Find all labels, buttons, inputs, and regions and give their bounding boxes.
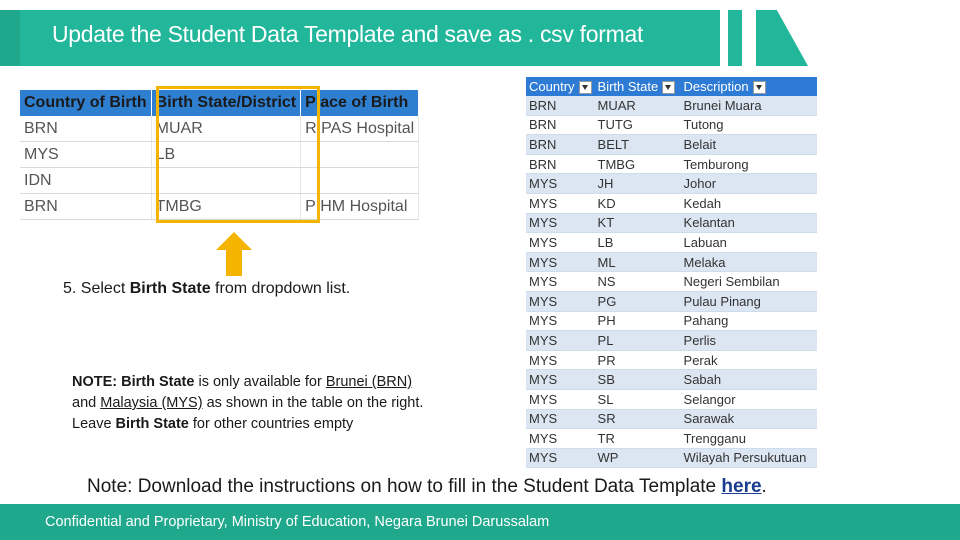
cell-country[interactable]: BRN	[526, 115, 595, 135]
title-bar	[0, 10, 720, 66]
table-row	[526, 389, 817, 409]
cell-birth-state[interactable]: ML	[595, 252, 681, 272]
cell-country[interactable]: IDN	[20, 168, 151, 194]
table-row	[526, 370, 817, 390]
cell-description[interactable]: Kedah	[681, 193, 817, 213]
filter-dropdown-icon[interactable]	[753, 81, 766, 94]
cell-description[interactable]: Tutong	[681, 115, 817, 135]
cell-birth-state[interactable]: MUAR	[595, 96, 681, 115]
lookup-header-row	[526, 77, 817, 96]
birth-state-note: NOTE: Birth State is only available for Brunei (BRN) and Malaysia (MYS) as shown in the table on the right. Leave Birth State for other countries empty	[72, 374, 424, 432]
table-row	[526, 233, 817, 253]
table-row	[526, 252, 817, 272]
table-row	[526, 429, 817, 449]
step-instruction: 5. Select Birth State from dropdown list.	[63, 280, 351, 297]
cell-country[interactable]: MYS	[526, 174, 595, 194]
table-row	[526, 311, 817, 331]
cell-description[interactable]: Pulau Pinang	[681, 291, 817, 311]
table-row	[526, 331, 817, 351]
cell-description[interactable]: Trengganu	[681, 429, 817, 449]
download-instructions-link[interactable]: here	[721, 476, 762, 497]
cell-description[interactable]: Pahang	[681, 311, 817, 331]
cell-birth-state[interactable]: PL	[595, 331, 681, 351]
lookup-body	[526, 96, 817, 468]
table-row	[526, 174, 817, 194]
header-country-of-birth: Country of Birth	[20, 90, 151, 116]
birth-state-lookup-table	[526, 77, 817, 468]
cell-country[interactable]: BRN	[526, 135, 595, 155]
filter-dropdown-icon[interactable]	[662, 81, 675, 94]
header-birth-state[interactable]: Birth State	[595, 77, 681, 96]
table-row	[526, 96, 817, 115]
table-row	[526, 272, 817, 292]
cell-birth-state[interactable]: SB	[595, 370, 681, 390]
cell-description[interactable]: Kelantan	[681, 213, 817, 233]
cell-country[interactable]: BRN	[20, 116, 151, 142]
footer-bar	[0, 504, 960, 540]
cell-description[interactable]: Sarawak	[681, 409, 817, 429]
cell-country[interactable]: MYS	[526, 429, 595, 449]
birth-state-highlight	[156, 86, 320, 223]
cell-country[interactable]: MYS	[526, 389, 595, 409]
cell-country[interactable]: MYS	[526, 193, 595, 213]
header-description[interactable]: Description	[681, 77, 817, 96]
cell-description[interactable]: Belait	[681, 135, 817, 155]
table-row	[526, 154, 817, 174]
cell-description[interactable]: Negeri Sembilan	[681, 272, 817, 292]
cell-birth-state[interactable]: PR	[595, 350, 681, 370]
cell-description[interactable]: Perlis	[681, 331, 817, 351]
cell-country[interactable]: MYS	[526, 448, 595, 468]
cell-birth-state[interactable]: LB	[151, 142, 300, 168]
cell-birth-state[interactable]: KD	[595, 193, 681, 213]
cell-description[interactable]: Temburong	[681, 154, 817, 174]
cell-country[interactable]: MYS	[20, 142, 151, 168]
cell-birth-state[interactable]: TR	[595, 429, 681, 449]
cell-birth-state[interactable]: TMBG	[151, 194, 300, 220]
table-row	[526, 448, 817, 468]
slide-title: Update the Student Data Template and save as . csv format	[52, 21, 644, 47]
table-row	[526, 350, 817, 370]
footer-text: Confidential and Proprietary, Ministry of Education, Negara Brunei Darussalam	[45, 514, 550, 530]
cell-country[interactable]: MYS	[526, 409, 595, 429]
cell-country[interactable]: MYS	[526, 233, 595, 253]
table-row	[526, 291, 817, 311]
cell-birth-state[interactable]: SL	[595, 389, 681, 409]
cell-country[interactable]: BRN	[526, 96, 595, 115]
cell-country[interactable]: MYS	[526, 350, 595, 370]
cell-description[interactable]: Perak	[681, 350, 817, 370]
cell-birth-state[interactable]: KT	[595, 213, 681, 233]
cell-birth-state[interactable]: BELT	[595, 135, 681, 155]
cell-place[interactable]: PIHM Hospital	[301, 194, 419, 220]
cell-birth-state[interactable]: TMBG	[595, 154, 681, 174]
cell-country[interactable]: BRN	[20, 194, 151, 220]
header-birth-state[interactable]: Birth State/District	[151, 90, 300, 116]
cell-birth-state[interactable]: PG	[595, 291, 681, 311]
cell-country[interactable]: MYS	[526, 370, 595, 390]
cell-place[interactable]: RIPAS Hospital	[301, 116, 419, 142]
cell-country[interactable]: MYS	[526, 291, 595, 311]
cell-description[interactable]: Selangor	[681, 389, 817, 409]
header-place-of-birth: Place of Birth	[301, 90, 419, 116]
up-arrow-icon	[216, 232, 252, 276]
cell-country[interactable]: MYS	[526, 331, 595, 351]
table-row	[526, 115, 817, 135]
table-row	[526, 409, 817, 429]
cell-birth-state[interactable]: JH	[595, 174, 681, 194]
title-accent-slant	[756, 10, 808, 66]
table-row	[526, 135, 817, 155]
cell-birth-state[interactable]: WP	[595, 448, 681, 468]
title-accent-strip	[0, 10, 20, 66]
cell-description[interactable]: Wilayah Persukutuan	[681, 448, 817, 468]
cell-birth-state[interactable]: NS	[595, 272, 681, 292]
cell-country[interactable]: MYS	[526, 272, 595, 292]
cell-birth-state[interactable]: TUTG	[595, 115, 681, 135]
cell-country[interactable]: BRN	[526, 154, 595, 174]
filter-dropdown-icon[interactable]	[579, 81, 592, 94]
cell-description[interactable]: Johor	[681, 174, 817, 194]
cell-description[interactable]: Sabah	[681, 370, 817, 390]
cell-birth-state[interactable]: PH	[595, 311, 681, 331]
cell-country[interactable]: MYS	[526, 311, 595, 331]
cell-birth-state[interactable]: SR	[595, 409, 681, 429]
table-row	[526, 213, 817, 233]
title-accent-bar	[728, 10, 742, 66]
cell-description[interactable]: Melaka	[681, 252, 817, 272]
cell-birth-state[interactable]: LB	[595, 233, 681, 253]
cell-description[interactable]: Labuan	[681, 233, 817, 253]
header-country[interactable]: Country	[526, 77, 595, 96]
cell-country[interactable]: MYS	[526, 252, 595, 272]
cell-birth-state[interactable]: MUAR	[151, 116, 300, 142]
table-row	[526, 193, 817, 213]
cell-country[interactable]: MYS	[526, 213, 595, 233]
download-note: Note: Download the instructions on how to fill in the Student Data Template here.	[87, 476, 767, 497]
cell-description[interactable]: Brunei Muara	[681, 96, 817, 115]
